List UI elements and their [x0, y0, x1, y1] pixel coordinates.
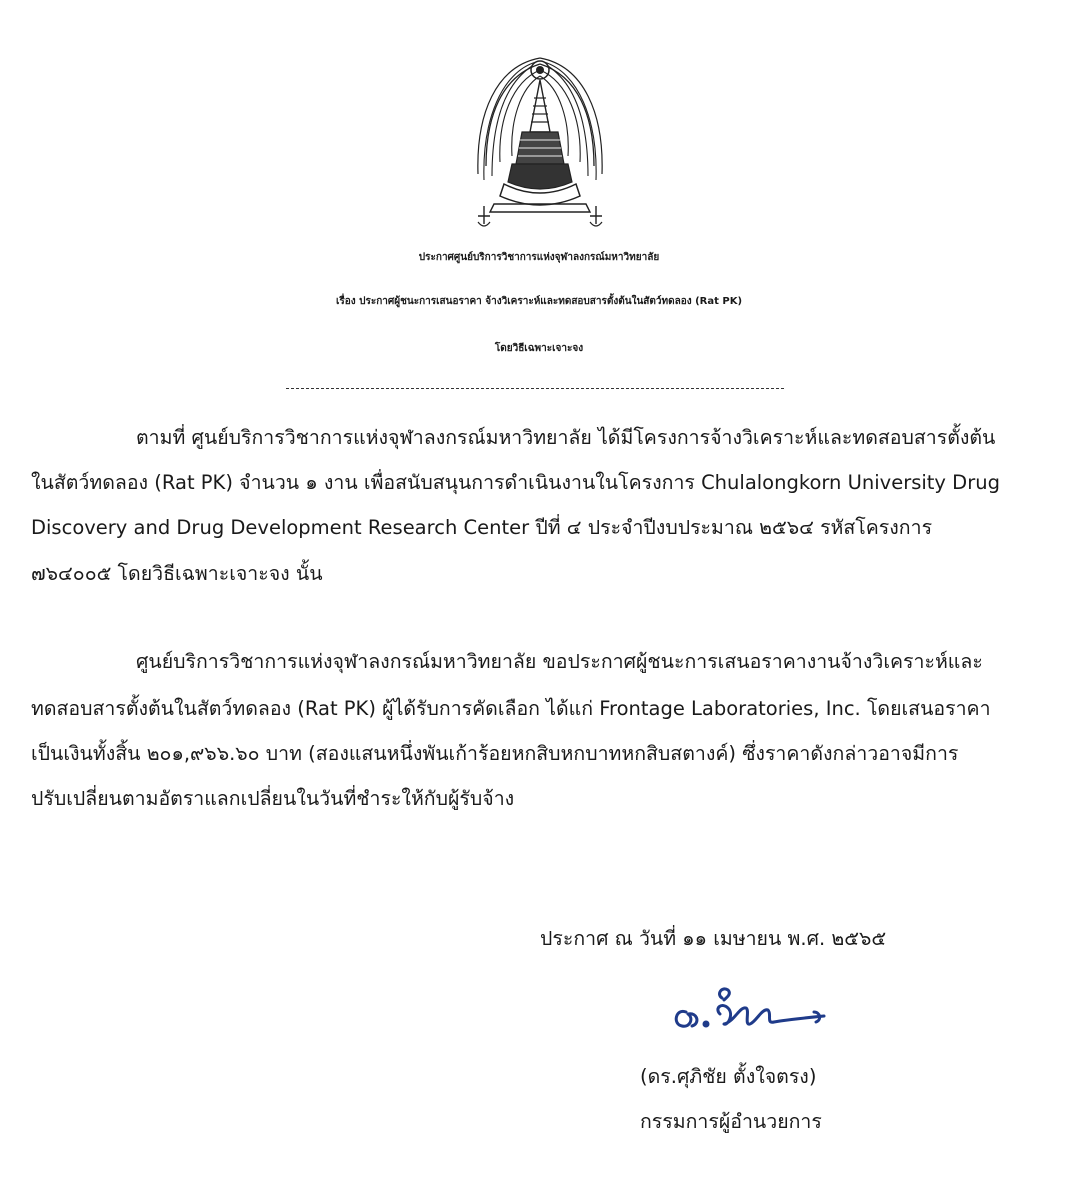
- university-emblem-icon: [472, 36, 608, 232]
- paragraph-2-line-3: เป็นเงินทั้งสิ้น ๒๐๑,๙๖๖.๖๐ บาท (สองแสนหนึ่งพันเก้าร้อยหกสิบหกบาทหกสิบสตางค์) ซึ่งราคาดังกล่าวอาจมีการ: [31, 742, 959, 765]
- paragraph-2-line-4: ปรับเปลี่ยนตามอัตราแลกเปลี่ยนในวันที่ชำระให้กับผู้รับจ้าง: [31, 787, 515, 810]
- paragraph-1-line-3: Discovery and Drug Development Research Center ปีที่ ๔ ประจำปีงบประมาณ ๒๕๖๔ รหัสโครงการ: [31, 516, 933, 539]
- announcement-title: ประกาศศูนย์บริการวิชาการแห่งจุฬาลงกรณ์มหาวิทยาลัย: [418, 252, 660, 263]
- paragraph-1-line-2: ในสัตว์ทดลอง (Rat PK) จำนวน ๑ งาน เพื่อสนับสนุนการดำเนินงานในโครงการ Chulalongkorn University Drug: [31, 471, 1000, 494]
- paragraph-2-line-2: ทดสอบสารตั้งต้นในสัตว์ทดลอง (Rat PK) ผู้ได้รับการคัดเลือก ได้แก่ Frontage Laboratories, Inc. โดยเสนอราคา: [31, 697, 991, 720]
- signatory-name: (ดร.ศุภิชัย ตั้งใจตรง): [640, 1065, 817, 1088]
- paragraph-2-line-1: ศูนย์บริการวิชาการแห่งจุฬาลงกรณ์มหาวิทยาลัย ขอประกาศผู้ชนะการเสนอราคางานจ้างวิเคราะห์และ: [136, 650, 983, 673]
- signatory-title: กรรมการผู้อำนวยการ: [640, 1110, 822, 1133]
- paragraph-1-line-1: ตามที่ ศูนย์บริการวิชาการแห่งจุฬาลงกรณ์มหาวิทยาลัย ได้มีโครงการจ้างวิเคราะห์และทดสอบสารตั้งต้น: [136, 426, 996, 449]
- announcement-date: ประกาศ ณ วันที่ ๑๑ เมษายน พ.ศ. ๒๕๖๕: [540, 927, 887, 950]
- announcement-subject: เรื่อง ประกาศผู้ชนะการเสนอราคา จ้างวิเคราะห์และทดสอบสารตั้งต้นในสัตว์ทดลอง (Rat PK): [335, 296, 743, 307]
- signature: [664, 968, 834, 1038]
- paragraph-1-line-4: ๗๖๔๐๐๕ โดยวิธีเฉพาะเจาะจง นั้น: [31, 562, 323, 585]
- divider: [286, 388, 784, 389]
- procurement-method: โดยวิธีเฉพาะเจาะจง: [494, 343, 584, 354]
